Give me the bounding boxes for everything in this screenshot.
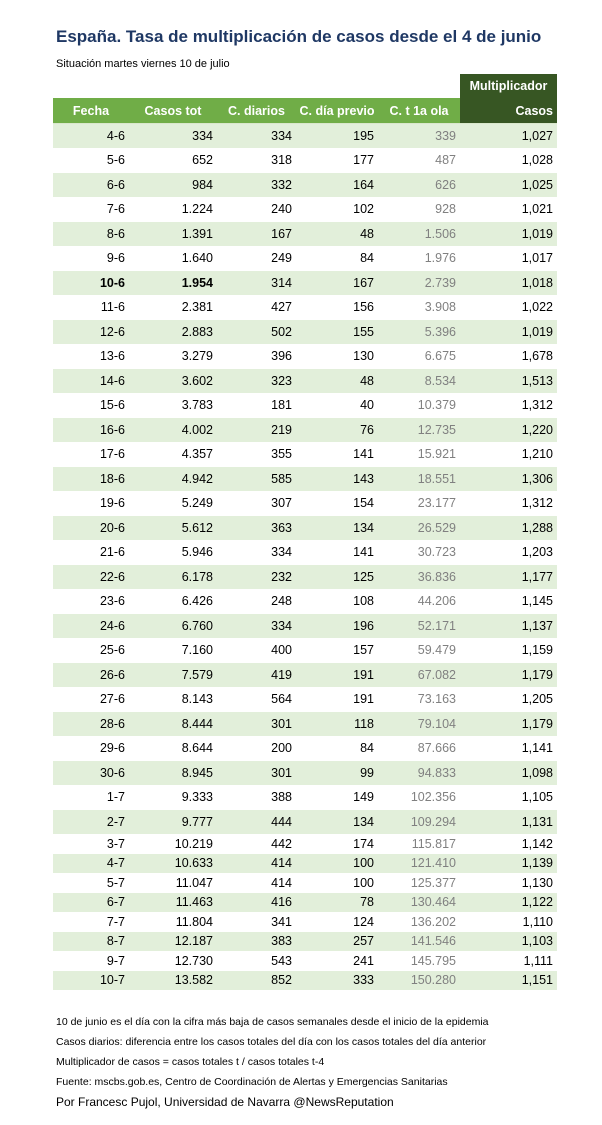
- cell-c-diarios: 383: [217, 932, 296, 952]
- table-row: [53, 873, 557, 893]
- cell-casos: 1,111: [460, 951, 557, 971]
- cell-fecha: 10-6: [53, 271, 129, 296]
- footnote: Multiplicador de casos = casos totales t / casos totales t-4: [56, 1056, 325, 1068]
- cell-c-diarios: 232: [217, 565, 296, 590]
- footnote: Casos diarios: diferencia entre los casos totales del día con los casos totales del día anterior: [56, 1036, 487, 1048]
- table-row: [53, 442, 557, 467]
- cell-c-diarios: 181: [217, 393, 296, 418]
- cell-c-dia-previo: 257: [296, 932, 378, 952]
- cell-casos: 1,179: [460, 712, 557, 737]
- cell-casos: 1,098: [460, 761, 557, 786]
- cell-c-diarios: 502: [217, 320, 296, 345]
- cell-casos: 1,021: [460, 197, 557, 222]
- cell-c-t-1a-ola: 141.546: [378, 932, 460, 952]
- table-row: [53, 912, 557, 932]
- cell-c-diarios: 341: [217, 912, 296, 932]
- table-row: [53, 295, 557, 320]
- cell-c-diarios: 248: [217, 589, 296, 614]
- cell-casos-tot: 7.579: [129, 663, 217, 688]
- cell-c-t-1a-ola: 2.739: [378, 271, 460, 296]
- cell-c-t-1a-ola: 125.377: [378, 873, 460, 893]
- cell-c-t-1a-ola: 87.666: [378, 736, 460, 761]
- column-header-fecha: Fecha: [53, 98, 129, 124]
- cell-c-t-1a-ola: 339: [378, 124, 460, 149]
- cell-c-dia-previo: 102: [296, 197, 378, 222]
- cell-c-t-1a-ola: 73.163: [378, 687, 460, 712]
- cell-casos-tot: 12.730: [129, 951, 217, 971]
- table-row: [53, 834, 557, 854]
- table-body: [53, 124, 557, 991]
- cell-c-dia-previo: 155: [296, 320, 378, 345]
- cell-casos-tot: 1.640: [129, 246, 217, 271]
- cell-c-dia-previo: 118: [296, 712, 378, 737]
- cell-c-t-1a-ola: 10.379: [378, 393, 460, 418]
- table-row: [53, 173, 557, 198]
- cell-casos-tot: 9.333: [129, 785, 217, 810]
- table-row: [53, 638, 557, 663]
- table-header-row: [53, 98, 557, 124]
- multiplicador-caption: Multiplicador: [460, 74, 557, 98]
- cell-fecha: 24-6: [53, 614, 129, 639]
- cell-c-t-1a-ola: 79.104: [378, 712, 460, 737]
- cell-casos-tot: 4.942: [129, 467, 217, 492]
- cell-fecha: 7-6: [53, 197, 129, 222]
- cell-c-dia-previo: 76: [296, 418, 378, 443]
- table-row: [53, 491, 557, 516]
- cell-c-diarios: 240: [217, 197, 296, 222]
- cell-c-t-1a-ola: 145.795: [378, 951, 460, 971]
- table-row: [53, 971, 557, 991]
- cell-c-diarios: 334: [217, 124, 296, 149]
- cell-casos-tot: 10.633: [129, 854, 217, 874]
- cell-c-dia-previo: 156: [296, 295, 378, 320]
- cell-c-diarios: 442: [217, 834, 296, 854]
- cell-fecha: 10-7: [53, 971, 129, 991]
- table-row: [53, 418, 557, 443]
- cell-c-diarios: 414: [217, 854, 296, 874]
- table-row: [53, 197, 557, 222]
- cell-casos: 1,017: [460, 246, 557, 271]
- cell-casos-tot: 8.143: [129, 687, 217, 712]
- cell-c-diarios: 307: [217, 491, 296, 516]
- cell-fecha: 15-6: [53, 393, 129, 418]
- table-row: [53, 565, 557, 590]
- cell-fecha: 29-6: [53, 736, 129, 761]
- cell-fecha: 6-7: [53, 893, 129, 913]
- cell-c-dia-previo: 154: [296, 491, 378, 516]
- cell-c-diarios: 427: [217, 295, 296, 320]
- cell-c-dia-previo: 48: [296, 369, 378, 394]
- cell-casos: 1,018: [460, 271, 557, 296]
- cell-c-dia-previo: 134: [296, 810, 378, 835]
- cell-c-t-1a-ola: 102.356: [378, 785, 460, 810]
- cell-fecha: 12-6: [53, 320, 129, 345]
- cell-c-dia-previo: 333: [296, 971, 378, 991]
- cell-c-t-1a-ola: 12.735: [378, 418, 460, 443]
- cases-table: [53, 98, 557, 991]
- cell-fecha: 4-7: [53, 854, 129, 874]
- cell-casos: 1,025: [460, 173, 557, 198]
- cell-c-dia-previo: 48: [296, 222, 378, 247]
- cell-fecha: 4-6: [53, 124, 129, 149]
- cell-casos: 1,142: [460, 834, 557, 854]
- cell-c-t-1a-ola: 3.908: [378, 295, 460, 320]
- cell-casos: 1,122: [460, 893, 557, 913]
- table-row: [53, 271, 557, 296]
- cell-casos-tot: 1.391: [129, 222, 217, 247]
- cell-casos: 1,103: [460, 932, 557, 952]
- cell-c-t-1a-ola: 1.506: [378, 222, 460, 247]
- table-row: [53, 893, 557, 913]
- table-row: [53, 712, 557, 737]
- cell-c-dia-previo: 195: [296, 124, 378, 149]
- cell-c-diarios: 323: [217, 369, 296, 394]
- cell-fecha: 8-7: [53, 932, 129, 952]
- cell-fecha: 8-6: [53, 222, 129, 247]
- cell-c-t-1a-ola: 136.202: [378, 912, 460, 932]
- cell-c-t-1a-ola: 52.171: [378, 614, 460, 639]
- cell-c-diarios: 414: [217, 873, 296, 893]
- cell-casos: 1,205: [460, 687, 557, 712]
- table-row: [53, 785, 557, 810]
- cell-casos-tot: 12.187: [129, 932, 217, 952]
- column-header-casos: Casos: [460, 98, 557, 124]
- cell-c-diarios: 219: [217, 418, 296, 443]
- cell-c-dia-previo: 100: [296, 873, 378, 893]
- cell-casos: 1,145: [460, 589, 557, 614]
- cell-fecha: 30-6: [53, 761, 129, 786]
- cell-c-t-1a-ola: 115.817: [378, 834, 460, 854]
- column-header-casos-tot: Casos tot: [129, 98, 217, 124]
- cell-c-diarios: 249: [217, 246, 296, 271]
- cell-c-diarios: 363: [217, 516, 296, 541]
- cell-c-dia-previo: 100: [296, 854, 378, 874]
- cell-fecha: 9-6: [53, 246, 129, 271]
- cell-c-t-1a-ola: 150.280: [378, 971, 460, 991]
- cell-fecha: 18-6: [53, 467, 129, 492]
- cell-casos-tot: 8.945: [129, 761, 217, 786]
- cell-c-diarios: 419: [217, 663, 296, 688]
- table-row: [53, 854, 557, 874]
- cell-c-dia-previo: 141: [296, 540, 378, 565]
- cell-fecha: 1-7: [53, 785, 129, 810]
- cell-c-diarios: 200: [217, 736, 296, 761]
- column-header-c-t-1a-ola: C. t 1a ola: [378, 98, 460, 124]
- cell-casos: 1,110: [460, 912, 557, 932]
- cell-c-diarios: 444: [217, 810, 296, 835]
- author-credit: Por Francesc Pujol, Universidad de Navarra @NewsReputation: [56, 1095, 394, 1109]
- cell-c-t-1a-ola: 36.836: [378, 565, 460, 590]
- cell-c-t-1a-ola: 109.294: [378, 810, 460, 835]
- cell-casos: 1,130: [460, 873, 557, 893]
- cell-casos-tot: 1.224: [129, 197, 217, 222]
- cell-c-diarios: 400: [217, 638, 296, 663]
- cell-c-diarios: 543: [217, 951, 296, 971]
- column-header-c-diarios: C. diarios: [217, 98, 296, 124]
- cell-c-t-1a-ola: 18.551: [378, 467, 460, 492]
- cell-c-t-1a-ola: 67.082: [378, 663, 460, 688]
- cell-casos: 1,027: [460, 124, 557, 149]
- cell-c-dia-previo: 191: [296, 663, 378, 688]
- cell-c-diarios: 852: [217, 971, 296, 991]
- cell-c-dia-previo: 84: [296, 736, 378, 761]
- cell-c-dia-previo: 157: [296, 638, 378, 663]
- cell-casos: 1,105: [460, 785, 557, 810]
- cell-casos: 1,137: [460, 614, 557, 639]
- cell-casos: 1,022: [460, 295, 557, 320]
- cell-casos-tot: 11.804: [129, 912, 217, 932]
- table-row: [53, 951, 557, 971]
- cell-fecha: 2-7: [53, 810, 129, 835]
- cell-casos-tot: 334: [129, 124, 217, 149]
- cell-fecha: 21-6: [53, 540, 129, 565]
- cell-c-diarios: 396: [217, 344, 296, 369]
- cell-fecha: 19-6: [53, 491, 129, 516]
- table-row: [53, 761, 557, 786]
- cell-c-dia-previo: 149: [296, 785, 378, 810]
- cell-fecha: 11-6: [53, 295, 129, 320]
- cell-c-t-1a-ola: 94.833: [378, 761, 460, 786]
- cell-casos: 1,306: [460, 467, 557, 492]
- cell-c-diarios: 334: [217, 540, 296, 565]
- cell-casos-tot: 2.883: [129, 320, 217, 345]
- cell-c-dia-previo: 167: [296, 271, 378, 296]
- cell-c-t-1a-ola: 1.976: [378, 246, 460, 271]
- cell-casos: 1,210: [460, 442, 557, 467]
- cell-fecha: 20-6: [53, 516, 129, 541]
- cell-fecha: 17-6: [53, 442, 129, 467]
- table-row: [53, 932, 557, 952]
- cell-fecha: 14-6: [53, 369, 129, 394]
- table-row: [53, 124, 557, 149]
- cell-fecha: 26-6: [53, 663, 129, 688]
- cell-casos-tot: 11.047: [129, 873, 217, 893]
- cell-casos: 1,678: [460, 344, 557, 369]
- cell-c-t-1a-ola: 59.479: [378, 638, 460, 663]
- cell-c-diarios: 167: [217, 222, 296, 247]
- cell-casos-tot: 10.219: [129, 834, 217, 854]
- cell-casos-tot: 8.444: [129, 712, 217, 737]
- cell-casos-tot: 7.160: [129, 638, 217, 663]
- cell-fecha: 16-6: [53, 418, 129, 443]
- cell-c-diarios: 416: [217, 893, 296, 913]
- cell-c-diarios: 585: [217, 467, 296, 492]
- cell-casos: 1,131: [460, 810, 557, 835]
- table-row: [53, 589, 557, 614]
- cell-c-t-1a-ola: 26.529: [378, 516, 460, 541]
- cell-casos-tot: 6.178: [129, 565, 217, 590]
- cell-c-dia-previo: 99: [296, 761, 378, 786]
- cell-casos: 1,179: [460, 663, 557, 688]
- cell-c-dia-previo: 141: [296, 442, 378, 467]
- cell-c-dia-previo: 84: [296, 246, 378, 271]
- cell-c-diarios: 301: [217, 712, 296, 737]
- table-row: [53, 614, 557, 639]
- page-subtitle: Situación martes viernes 10 de julio: [56, 58, 230, 70]
- cell-c-t-1a-ola: 130.464: [378, 893, 460, 913]
- cell-c-dia-previo: 164: [296, 173, 378, 198]
- cell-c-dia-previo: 134: [296, 516, 378, 541]
- cell-c-t-1a-ola: 6.675: [378, 344, 460, 369]
- table-row: [53, 344, 557, 369]
- cell-casos-tot: 4.357: [129, 442, 217, 467]
- cell-casos-tot: 8.644: [129, 736, 217, 761]
- table-row: [53, 663, 557, 688]
- cell-casos: 1,312: [460, 393, 557, 418]
- footnote: 10 de junio es el día con la cifra más baja de casos semanales desde el inicio de la epidemia: [56, 1016, 489, 1028]
- table-row: [53, 369, 557, 394]
- table-row: [53, 148, 557, 173]
- cell-c-diarios: 301: [217, 761, 296, 786]
- cell-casos: 1,139: [460, 854, 557, 874]
- cell-casos-tot: 6.426: [129, 589, 217, 614]
- cell-casos: 1,177: [460, 565, 557, 590]
- table-row: [53, 246, 557, 271]
- cell-fecha: 22-6: [53, 565, 129, 590]
- cell-c-dia-previo: 108: [296, 589, 378, 614]
- cell-casos-tot: 652: [129, 148, 217, 173]
- cell-casos: 1,513: [460, 369, 557, 394]
- cell-casos-tot: 2.381: [129, 295, 217, 320]
- cell-casos: 1,288: [460, 516, 557, 541]
- cell-c-t-1a-ola: 121.410: [378, 854, 460, 874]
- cell-c-t-1a-ola: 626: [378, 173, 460, 198]
- cell-casos-tot: 6.760: [129, 614, 217, 639]
- table-row: [53, 687, 557, 712]
- cell-c-t-1a-ola: 44.206: [378, 589, 460, 614]
- cell-c-diarios: 318: [217, 148, 296, 173]
- cell-c-dia-previo: 124: [296, 912, 378, 932]
- cell-fecha: 6-6: [53, 173, 129, 198]
- cell-c-dia-previo: 130: [296, 344, 378, 369]
- cell-c-dia-previo: 196: [296, 614, 378, 639]
- cell-casos-tot: 984: [129, 173, 217, 198]
- cell-casos-tot: 9.777: [129, 810, 217, 835]
- cell-c-dia-previo: 174: [296, 834, 378, 854]
- cell-c-dia-previo: 177: [296, 148, 378, 173]
- cell-casos-tot: 3.602: [129, 369, 217, 394]
- cell-c-t-1a-ola: 5.396: [378, 320, 460, 345]
- cell-fecha: 25-6: [53, 638, 129, 663]
- table-row: [53, 222, 557, 247]
- cell-casos: 1,141: [460, 736, 557, 761]
- cell-casos: 1,028: [460, 148, 557, 173]
- table-row: [53, 393, 557, 418]
- cell-c-dia-previo: 78: [296, 893, 378, 913]
- cell-fecha: 27-6: [53, 687, 129, 712]
- cell-casos-tot: 4.002: [129, 418, 217, 443]
- cell-casos-tot: 13.582: [129, 971, 217, 991]
- cell-fecha: 13-6: [53, 344, 129, 369]
- cell-casos: 1,159: [460, 638, 557, 663]
- cell-casos-tot: 3.783: [129, 393, 217, 418]
- cell-c-diarios: 334: [217, 614, 296, 639]
- cell-fecha: 7-7: [53, 912, 129, 932]
- cell-casos: 1,203: [460, 540, 557, 565]
- cell-c-t-1a-ola: 23.177: [378, 491, 460, 516]
- cell-casos: 1,019: [460, 320, 557, 345]
- cell-fecha: 5-6: [53, 148, 129, 173]
- cell-casos-tot: 5.612: [129, 516, 217, 541]
- cell-c-t-1a-ola: 487: [378, 148, 460, 173]
- cell-c-diarios: 388: [217, 785, 296, 810]
- table-row: [53, 467, 557, 492]
- cell-c-diarios: 332: [217, 173, 296, 198]
- cell-casos-tot: 1.954: [129, 271, 217, 296]
- cell-c-t-1a-ola: 928: [378, 197, 460, 222]
- cell-fecha: 23-6: [53, 589, 129, 614]
- cell-c-dia-previo: 191: [296, 687, 378, 712]
- cell-casos-tot: 5.249: [129, 491, 217, 516]
- table-row: [53, 540, 557, 565]
- cell-casos: 1,312: [460, 491, 557, 516]
- cell-c-dia-previo: 40: [296, 393, 378, 418]
- cell-fecha: 5-7: [53, 873, 129, 893]
- cell-c-t-1a-ola: 30.723: [378, 540, 460, 565]
- page-title: España. Tasa de multiplicación de casos desde el 4 de junio: [56, 27, 542, 46]
- table-row: [53, 516, 557, 541]
- footnotes: [56, 1012, 489, 1112]
- cell-c-diarios: 355: [217, 442, 296, 467]
- table-row: [53, 736, 557, 761]
- cell-casos-tot: 5.946: [129, 540, 217, 565]
- cell-c-dia-previo: 125: [296, 565, 378, 590]
- cell-c-diarios: 314: [217, 271, 296, 296]
- cell-fecha: 3-7: [53, 834, 129, 854]
- cell-casos-tot: 3.279: [129, 344, 217, 369]
- cell-c-diarios: 564: [217, 687, 296, 712]
- table-row: [53, 320, 557, 345]
- cell-fecha: 9-7: [53, 951, 129, 971]
- column-header-c-dia-previo: C. día previo: [296, 98, 378, 124]
- cell-c-dia-previo: 241: [296, 951, 378, 971]
- cell-c-t-1a-ola: 15.921: [378, 442, 460, 467]
- cell-fecha: 28-6: [53, 712, 129, 737]
- table-row: [53, 810, 557, 835]
- cell-casos: 1,151: [460, 971, 557, 991]
- cell-c-t-1a-ola: 8.534: [378, 369, 460, 394]
- cell-casos: 1,220: [460, 418, 557, 443]
- cell-c-dia-previo: 143: [296, 467, 378, 492]
- cell-casos: 1,019: [460, 222, 557, 247]
- footnote: Fuente: mscbs.gob.es, Centro de Coordinación de Alertas y Emergencias Sanitarias: [56, 1076, 448, 1088]
- cell-casos-tot: 11.463: [129, 893, 217, 913]
